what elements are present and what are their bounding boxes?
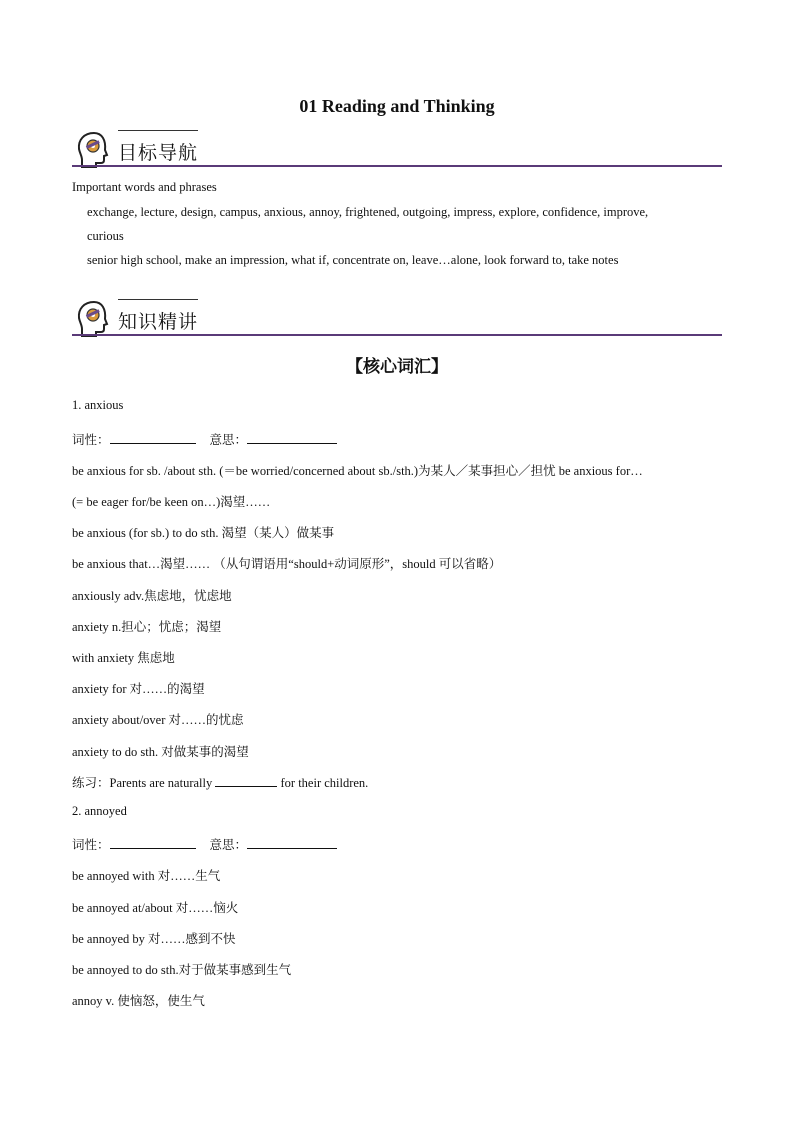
header-deco-line — [118, 299, 198, 300]
meaning-label: 意思： — [209, 433, 248, 447]
entry-title: 1. anxious — [72, 398, 124, 412]
entry-line: annoy v. 使恼怒，使生气 — [72, 994, 205, 1008]
entry-line: be anxious for sb. /about sth. (＝be worried/concerned about sb./sth.)为某人／某事担心／担忧 be anxious for… — [72, 464, 643, 478]
phrases-line: senior high school, make an impression, what if, concentrate on, leave…alone, look forward to, take notes — [87, 253, 619, 267]
practice-label: 练习：Parents are naturally — [72, 776, 213, 790]
practice-blank — [215, 774, 277, 787]
meaning-blank — [247, 431, 337, 444]
pos-label: 词性： — [72, 433, 110, 447]
entry-line: be annoyed at/about 对……恼火 — [72, 901, 239, 915]
section-title: 知识精讲 — [118, 311, 199, 333]
goals-heading: Important words and phrases — [72, 180, 217, 194]
entry-line: anxiously adv.焦虑地，忧虑地 — [72, 589, 232, 603]
practice-row — [72, 773, 368, 791]
header-deco-line — [118, 130, 198, 131]
section-header-goals — [72, 130, 722, 174]
words-line-2: curious — [87, 229, 124, 243]
document-title: 01 Reading and Thinking — [299, 96, 495, 116]
head-gears-icon — [74, 130, 114, 170]
entry-line: be annoyed by 对……感到不快 — [72, 932, 236, 946]
entry-line: anxiety for 对……的渴望 — [72, 682, 205, 696]
words-line-1: exchange, lecture, design, campus, anxious, annoy, frightened, outgoing, impress, explore, confidence, improve, — [87, 205, 649, 219]
head-gears-icon — [74, 299, 114, 339]
pos-blank — [110, 836, 196, 849]
entry-line: be anxious that…渴望…… （从句谓语用“should+动词原形”，should 可以省略） — [72, 557, 502, 571]
entry-line: (= be eager for/be keen on…)渴望…… — [72, 495, 271, 509]
section-title: 目标导航 — [118, 142, 199, 164]
entry-line: anxiety about/over 对……的忧虑 — [72, 713, 244, 727]
meaning-label: 意思： — [209, 838, 248, 852]
pos-label: 词性： — [72, 838, 110, 852]
section-header-knowledge — [72, 299, 722, 343]
pos-blank — [110, 431, 196, 444]
entry-line: be annoyed to do sth.对于做某事感到生气 — [72, 963, 292, 977]
section-divider — [72, 165, 722, 167]
entry-line: anxiety to do sth. 对做某事的渴望 — [72, 745, 249, 759]
meaning-blank — [247, 836, 337, 849]
entry-line: be anxious (for sb.) to do sth. 渴望（某人）做某事 — [72, 526, 335, 540]
entry-line: with anxiety 焦虑地 — [72, 651, 175, 665]
practice-tail: for their children. — [280, 776, 369, 790]
entry-title: 2. annoyed — [72, 804, 127, 818]
entry-line: anxiety n.担心；忧虑；渴望 — [72, 620, 222, 634]
section-divider — [72, 334, 722, 336]
entry-line: be annoyed with 对……生气 — [72, 869, 221, 883]
core-vocab-heading: 【核心词汇】 — [346, 357, 448, 377]
pos-meaning-row — [72, 835, 337, 853]
pos-meaning-row — [72, 430, 337, 448]
